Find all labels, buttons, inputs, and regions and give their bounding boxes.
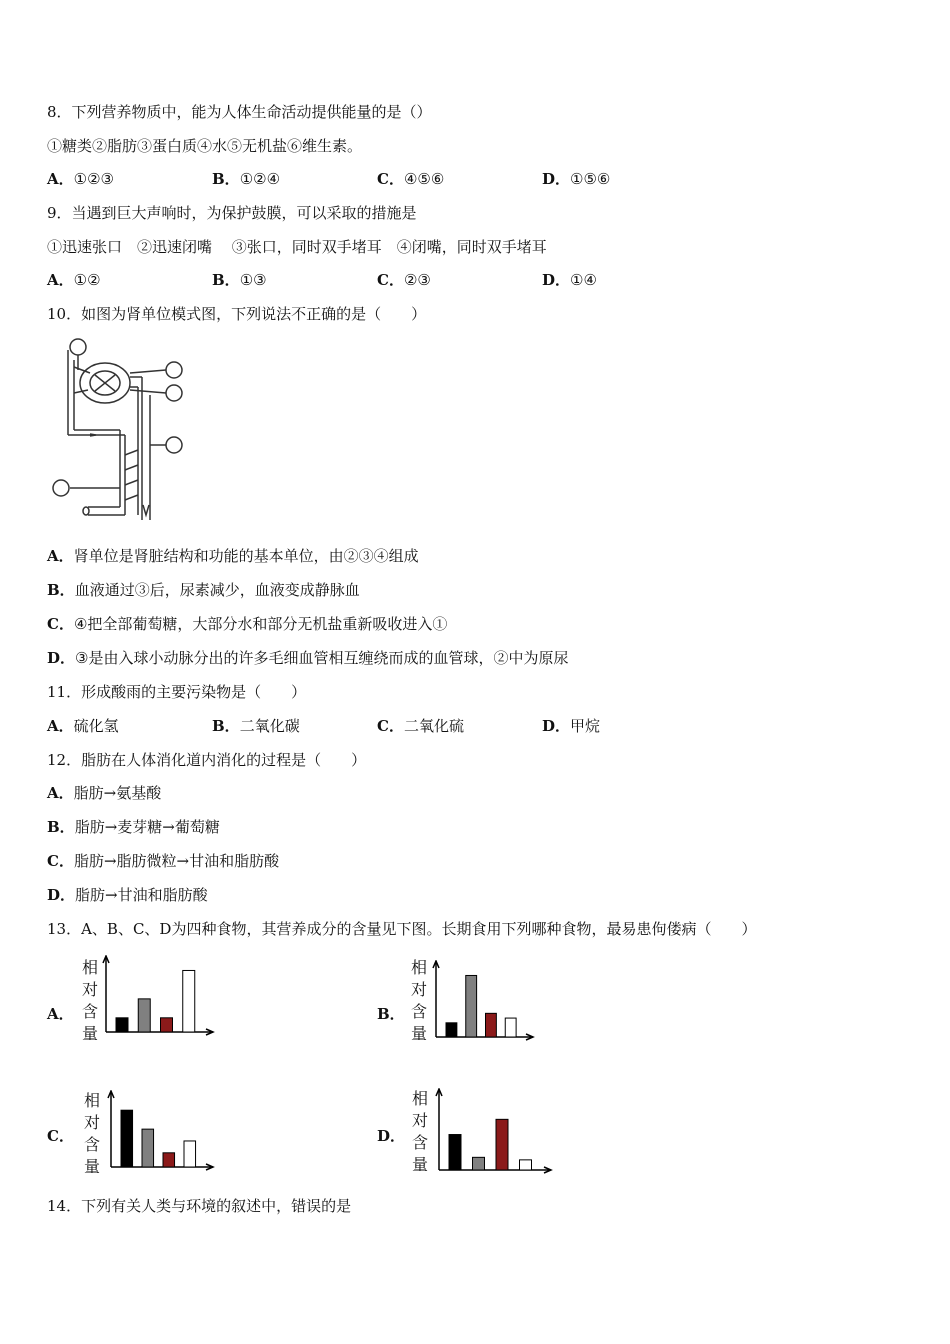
q9-option-b-text: ①③ [239,271,267,289]
q11-option-c-label: C． [377,717,404,735]
chart-d-ylabel-char-3: 含 [411,1133,428,1152]
q10-option-c [47,614,447,634]
chart-d-bar-2 [473,1157,485,1170]
q8-option-c [377,169,444,189]
q11-option-b [212,716,300,736]
q8-option-d [542,169,610,189]
chart-b-ylabel-char-2: 对 [410,980,427,999]
q11-option-d [542,716,600,736]
q11-option-a-label: A． [47,717,74,735]
q8-option-c-text: ④⑤⑥ [403,170,445,188]
chart-b-ylabel [409,957,429,1045]
chart-b-bar-1 [446,1023,457,1037]
q10-stem: 10．如图为肾单位模式图，下列说法不正确的是（ ） [47,305,427,323]
q11-option-b-label: B． [212,717,240,735]
chart-d-ylabel-char-1: 相 [411,1089,428,1108]
q9-option-d [542,270,597,290]
q11-option-d-text: 甲烷 [570,717,601,735]
q12-option-c-label: C． [47,852,74,870]
q8-option-d-text: ①⑤⑥ [570,170,611,188]
q10-option-c-text: ④把全部葡萄糖，大部分水和部分无机盐重新吸收进入① [73,615,448,633]
chart-d-bar-1 [449,1135,461,1170]
chart-c [105,1090,215,1175]
q9-option-b-label: B． [212,271,240,289]
chart-d-bar-3 [496,1119,508,1170]
q9-items: ①迅速张口 ②迅速闭嘴 ③张口，同时双手堵耳 ④闭嘴，同时双手堵耳 [47,238,547,256]
q11-option-b-text: 二氧化碳 [239,717,300,735]
chart-a-ylabel-char-1: 相 [81,958,98,977]
q12-option-b [47,817,220,837]
chart-a [100,955,215,1040]
chart-a-ylabel [80,957,100,1045]
chart-d-ylabel-char-4: 量 [411,1155,428,1174]
q12-option-d-label: D． [47,886,76,904]
q14-stem: 14．下列有关人类与环境的叙述中，错误的是 [47,1197,352,1215]
chart-c-bar-1 [121,1110,133,1167]
chart-b-bar-3 [486,1013,497,1037]
chart-a-bar-1 [116,1018,128,1032]
chart-a-ylabel-char-2: 对 [81,980,98,999]
q10-option-d-label: D． [47,649,76,667]
q9-option-a-label: A． [47,271,74,289]
chart-a-bar-3 [161,1018,173,1032]
q10-option-d-text: ③是由入球小动脉分出的许多毛细血管相互缠绕而成的血管球，②中为原尿 [75,649,569,667]
chart-b-label: B． [377,1005,405,1023]
chart-c-bar-4 [184,1141,196,1167]
q9-option-a-text: ①② [73,271,101,289]
q10-option-b-text: 血液通过③后，尿素减少，血液变成静脉血 [74,581,360,599]
q12-option-a-label: A． [47,784,74,802]
q9-stem: 9．当遇到巨大声响时，为保护鼓膜，可以采取的措施是 [47,204,417,222]
chart-b-ylabel-char-3: 含 [410,1002,427,1021]
q11-option-d-label: D． [542,717,571,735]
chart-c-label: C． [47,1127,74,1145]
q12-option-a [47,783,161,803]
chart-c-ylabel-char-1: 相 [83,1091,100,1110]
chart-c-ylabel [82,1090,102,1178]
q8-option-b [212,169,280,189]
q9-option-d-text: ①④ [570,271,597,289]
chart-c-ylabel-char-4: 量 [83,1157,100,1176]
chart-a-label: A． [47,1005,74,1023]
q10-option-b [47,580,360,600]
q8-option-b-label: B． [212,170,240,188]
q9-option-c [377,270,431,290]
q11-option-c-text: 二氧化硫 [403,717,464,735]
chart-c-bar-3 [163,1153,175,1167]
chart-d-label: D． [377,1127,406,1145]
q11-option-c [377,716,464,736]
q10-option-b-label: B． [47,581,75,599]
q8-option-a [47,169,114,189]
q8-option-a-label: A． [47,170,74,188]
chart-b [430,960,535,1045]
q12-option-a-text: 脂肪→氨基酸 [73,784,162,802]
chart-b-bar-4 [505,1018,516,1037]
chart-b-ylabel-char-1: 相 [410,958,427,977]
q8-option-d-label: D． [542,170,571,188]
q10-option-d [47,648,568,668]
q9-option-d-label: D． [542,271,571,289]
q9-option-a [47,270,101,290]
q8-option-b-text: ①②④ [239,170,281,188]
q9-option-b [212,270,267,290]
q12-stem: 12．脂肪在人体消化道内消化的过程是（ ） [47,751,367,769]
chart-a-bar-2 [138,999,150,1032]
q13-stem: 13．A、B、C、D为四种食物，其营养成分的含量见下图。长期食用下列哪种食物，最易患佝偻病（ ） [47,920,757,938]
chart-b-ylabel-char-4: 量 [410,1024,427,1043]
q8-option-c-label: C． [377,170,404,188]
chart-d [433,1088,553,1178]
q11-option-a-text: 硫化氢 [73,717,119,735]
q9-option-c-text: ②③ [403,271,431,289]
q11-stem: 11．形成酸雨的主要污染物是（ ） [47,683,307,701]
q8-items: ①糖类②脂肪③蛋白质④水⑤无机盐⑥维生素。 [47,137,363,155]
chart-c-bar-2 [142,1129,154,1167]
q9-option-c-label: C． [377,271,404,289]
q10-option-a-label: A． [47,547,74,565]
chart-c-ylabel-char-3: 含 [83,1135,100,1154]
q12-option-c [47,851,279,871]
q10-option-a-text: 肾单位是肾脏结构和功能的基本单位，由②③④组成 [73,547,419,565]
q12-option-d-text: 脂肪→甘油和脂肪酸 [75,886,208,904]
chart-d-ylabel [410,1088,430,1176]
q10-option-c-label: C． [47,615,74,633]
q12-option-b-label: B． [47,818,75,836]
q12-option-d [47,885,208,905]
q8-option-a-text: ①②③ [73,170,114,188]
q12-option-c-text: 脂肪→脂肪微粒→甘油和脂肪酸 [73,852,280,870]
chart-a-bar-4 [183,970,195,1032]
q10-option-a [47,546,419,566]
q12-option-b-text: 脂肪→麦芽糖→葡萄糖 [74,818,220,836]
chart-a-ylabel-char-3: 含 [81,1002,98,1021]
chart-d-ylabel-char-2: 对 [411,1111,428,1130]
q8-stem: 8．下列营养物质中，能为人体生命活动提供能量的是（） [47,103,432,121]
chart-b-bar-2 [466,975,477,1037]
chart-a-ylabel-char-4: 量 [81,1024,98,1043]
chart-d-bar-4 [520,1160,532,1170]
chart-c-ylabel-char-2: 对 [83,1113,100,1132]
q11-option-a [47,716,119,736]
